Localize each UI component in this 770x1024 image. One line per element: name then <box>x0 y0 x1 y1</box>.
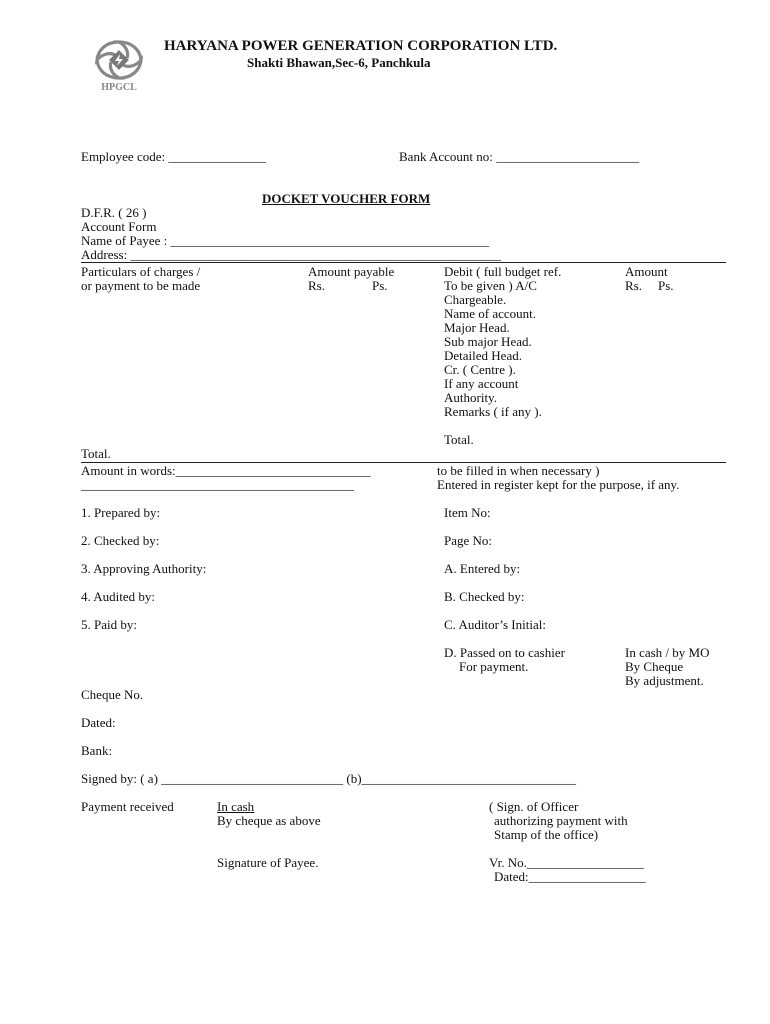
debit-line-4: Name of account. <box>444 306 537 321</box>
amount-header: Amount <box>625 264 668 279</box>
debit-line-10: Authority. <box>444 390 497 405</box>
sign-officer-3: Stamp of the office) <box>494 827 599 842</box>
page-no: Page No: <box>444 533 493 548</box>
employee-code-field[interactable]: Employee code: _______________ <box>81 149 266 164</box>
checked-by: 2. Checked by: <box>81 533 160 548</box>
checked-by-right: B. Checked by: <box>444 589 525 604</box>
debit-line-8: Cr. ( Centre ). <box>444 362 516 377</box>
account-form-label: Account Form <box>81 219 157 234</box>
amount-in-words-line2[interactable]: __________________________________________ <box>81 477 354 492</box>
amount-payable-header: Amount payable <box>308 264 395 279</box>
cheque-bank: Bank: <box>81 743 113 758</box>
cheque-dated: Dated: <box>81 715 116 730</box>
sign-officer-2: authorizing payment with <box>494 813 628 828</box>
debit-line-7: Detailed Head. <box>444 348 522 363</box>
amount-in-words-field[interactable]: Amount in words:______________________________ <box>81 463 371 478</box>
register-note: Entered in register kept for the purpose, if any. <box>437 477 680 492</box>
mode-cheque: By Cheque <box>625 659 684 674</box>
audited-by: 4. Audited by: <box>81 589 156 604</box>
bank-account-field[interactable]: Bank Account no: ______________________ <box>399 149 640 164</box>
total-right: Total. <box>444 432 474 447</box>
amount-ps: Ps. <box>658 278 674 293</box>
address-field[interactable]: Address: _________________________________________________________ <box>81 247 501 262</box>
amount-rs: Rs. <box>625 278 642 293</box>
passed-on-cashier: D. Passed on to cashier <box>444 645 565 660</box>
hpgcl-logo <box>88 38 150 92</box>
logo-text: HPGCL <box>101 82 137 92</box>
debit-line-3: Chargeable. <box>444 292 507 307</box>
prepared-by: 1. Prepared by: <box>81 505 161 520</box>
voucher-no-field[interactable]: Vr. No.__________________ <box>489 855 644 870</box>
paid-by: 5. Paid by: <box>81 617 137 632</box>
mode-cash-mo: In cash / by MO <box>625 645 710 660</box>
form-title: DOCKET VOUCHER FORM <box>262 191 431 206</box>
debit-line-9: If any account <box>444 376 519 391</box>
particulars-header-1: Particulars of charges / <box>81 264 201 279</box>
signed-by-field[interactable]: Signed by: ( a) ____________________________ (b)_________________________________ <box>81 771 577 786</box>
in-cash-label: In cash <box>217 799 255 814</box>
debit-line-2: To be given ) A/C <box>444 278 537 293</box>
company-name: HARYANA POWER GENERATION CORPORATION LTD. <box>164 38 558 54</box>
amount-payable-ps: Ps. <box>372 278 388 293</box>
debit-line-1: Debit ( full budget ref. <box>444 264 562 279</box>
amount-payable-rs: Rs. <box>308 278 325 293</box>
item-no: Item No: <box>444 505 491 520</box>
table-top-rule <box>81 262 726 263</box>
fill-note: to be filled in when necessary ) <box>437 463 600 478</box>
cheque-no: Cheque No. <box>81 687 144 702</box>
mode-adjustment: By adjustment. <box>625 673 704 688</box>
payee-field[interactable]: Name of Payee : _________________________________________________ <box>81 233 490 248</box>
total-left: Total. <box>81 446 111 461</box>
company-address: Shakti Bhawan,Sec-6, Panchkula <box>247 55 431 70</box>
debit-line-5: Major Head. <box>444 320 510 335</box>
dfr-label: D.F.R. ( 26 ) <box>81 205 147 220</box>
by-cheque-label: By cheque as above <box>217 813 321 828</box>
payment-received-label: Payment received <box>81 799 174 814</box>
voucher-dated-field[interactable]: Dated:__________________ <box>494 869 646 884</box>
auditors-initial: C. Auditor’s Initial: <box>444 617 546 632</box>
debit-line-6: Sub major Head. <box>444 334 532 349</box>
approving-authority: 3. Approving Authority: <box>81 561 207 576</box>
signature-of-payee: Signature of Payee. <box>217 855 319 870</box>
debit-line-11: Remarks ( if any ). <box>444 404 542 419</box>
sign-officer-1: ( Sign. of Officer <box>489 799 579 814</box>
entered-by: A. Entered by: <box>444 561 521 576</box>
particulars-header-2: or payment to be made <box>81 278 201 293</box>
for-payment: For payment. <box>459 659 529 674</box>
